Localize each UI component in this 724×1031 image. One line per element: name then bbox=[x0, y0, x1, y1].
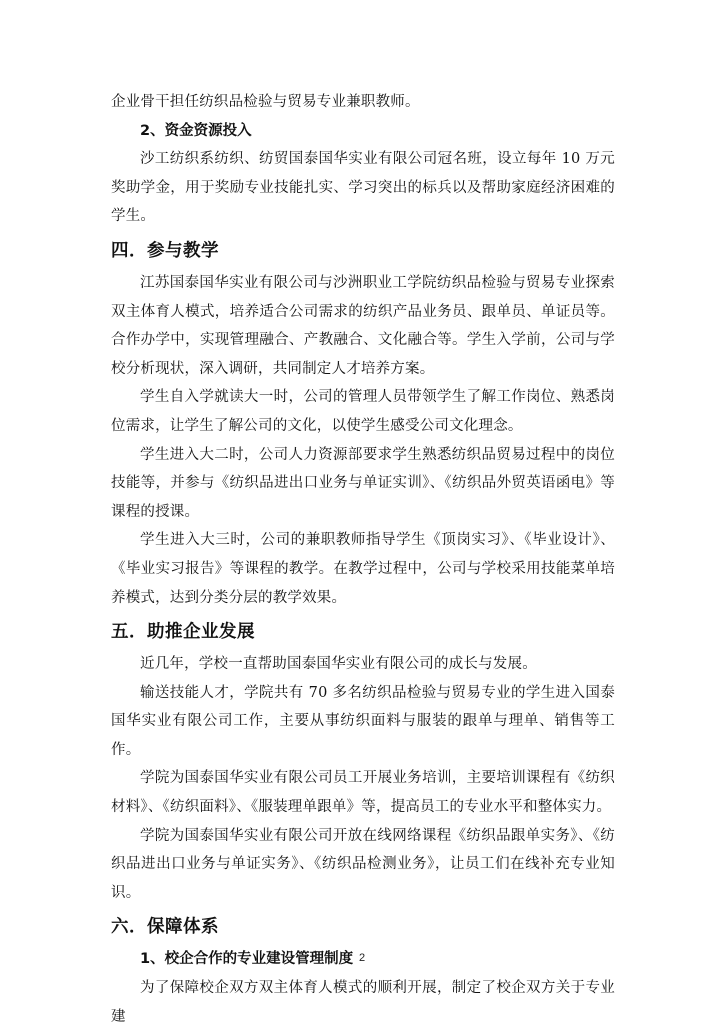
paragraph-staff-training: 学院为国泰国华实业有限公司员工开展业务培训，主要培训课程有《纺织材料》、《纺织面料》、《服装理单跟单》等，提高员工的专业水平和整体实力。 bbox=[111, 770, 615, 816]
paragraph-online-courses: 学院为国泰国华实业有限公司开放在线网络课程《纺织品跟单实务》、《纺织品进出口业务与单证实务》、《纺织品检测业务》，让员工们在线补充专业知识。 bbox=[111, 827, 615, 901]
subheading-funding: 2、资金资源投入 bbox=[140, 122, 252, 139]
paragraph-first-year: 学生自入学就读大一时，公司的管理人员带领学生了解工作岗位、熟悉岗位需求，让学生了解公司的文化，以使学生感受公司文化理念。 bbox=[111, 389, 615, 434]
section-heading-teaching: 四．参与教学 bbox=[111, 240, 219, 261]
paragraph-part-time-teachers: 企业骨干担任纺织品检验与贸易专业兼职教师。 bbox=[111, 94, 420, 110]
paragraph-scholarship: 沙工纺织系纺织、纺贸国泰国华实业有限公司冠名班，设立每年 10 万元奖助学金，用于奖励专业技能扎实、学习突出的标兵以及帮助家庭经济困难的学生。 bbox=[111, 151, 615, 225]
paragraph-recent-years: 近几年，学校一直帮助国泰国华实业有限公司的成长与发展。 bbox=[140, 656, 537, 673]
subheading-management-system: 1、校企合作的专业建设管理制度 bbox=[140, 951, 354, 968]
paragraph-second-year: 学生进入大二时，公司人力资源部要求学生熟悉纺织品贸易过程中的岗位技能等，并参与《纺织品进出口业务与单证实训》、《纺织品外贸英语函电》等课程的授课。 bbox=[111, 446, 615, 520]
paragraph-third-year: 学生进入大三时，公司的兼职教师指导学生《顶岗实习》、《毕业设计》、《毕业实习报告》等课程的教学。在教学过程中，公司与学校采用技能菜单培养模式，达到分类分层的教学效果。 bbox=[111, 532, 615, 606]
page-number: 2 bbox=[358, 952, 366, 964]
paragraph-management-system: 为了保障校企双方双主体育人模式的顺利开展，制定了校企双方关于专业建 bbox=[111, 980, 615, 1025]
page-content bbox=[111, 88, 615, 1031]
paragraph-talent-supply: 输送技能人才，学院共有 70 多名纺织品检验与贸易专业的学生进入国泰国华实业有限公司工作，主要从事纺织面料与服装的跟单与理单、销售等工作。 bbox=[111, 684, 615, 758]
section-heading-assurance: 六．保障体系 bbox=[111, 917, 219, 938]
section-heading-enterprise: 五．助推企业发展 bbox=[111, 622, 255, 643]
paragraph-dual-model: 江苏国泰国华实业有限公司与沙洲职业工学院纺织品检验与贸易专业探索双主体育人模式，培养适合公司需求的纺织产品业务员、跟单员、单证员等。合作办学中，实现管理融合、产教融合、文化融合等。学生入学前，公司与学校分析现状，深入调研，共同制定人才培养方案。 bbox=[111, 274, 615, 377]
